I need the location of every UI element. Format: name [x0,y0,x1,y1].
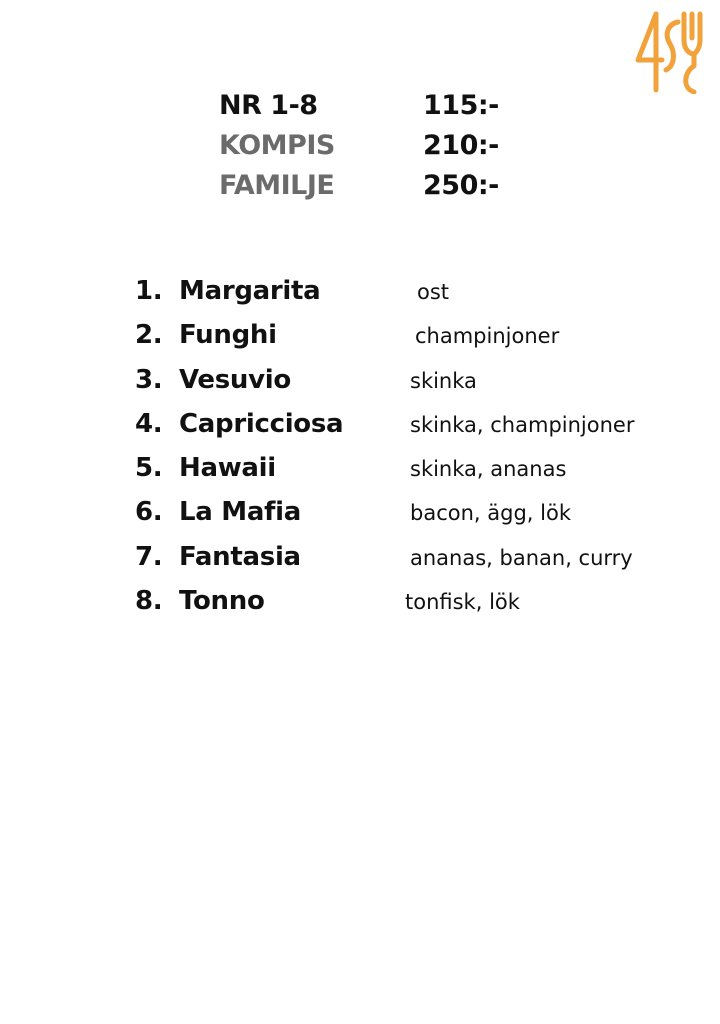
item-ingredients: ost [417,280,450,304]
price-label: NR 1-8 [219,90,318,121]
item-number: 8. [135,586,163,617]
menu-item [135,490,695,534]
price-row [219,166,539,206]
menu-item [135,535,695,579]
fork-knife-logo-icon [632,10,706,94]
item-number: 2. [135,320,163,351]
item-ingredients: champinjoner [415,324,560,349]
item-number: 3. [135,364,163,395]
pizza-menu [135,269,695,623]
price-label: KOMPIS [219,130,335,161]
price-value: 210:- [423,130,499,161]
item-name: Margarita [179,276,321,306]
menu-item [135,579,695,623]
item-name: La Mafia [179,497,301,528]
item-number: 5. [135,453,163,484]
item-ingredients: skinka, champinjoner [410,412,635,437]
price-row [219,126,539,166]
item-number: 7. [135,541,163,572]
item-name: Capricciosa [179,408,344,439]
item-name: Funghi [179,320,277,351]
item-number: 1. [135,276,163,306]
item-ingredients: skinka [410,368,477,393]
menu-item [135,402,695,446]
item-name: Hawaii [179,453,276,484]
price-label: FAMILJE [219,170,335,201]
menu-item [135,358,695,402]
item-ingredients: skinka, ananas [410,457,567,482]
item-ingredients: bacon, ägg, lök [410,501,571,526]
item-ingredients: ananas, banan, curry [410,545,633,570]
price-value: 250:- [423,170,499,201]
price-list [219,86,539,206]
item-name: Tonno [179,586,265,617]
item-name: Fantasia [179,541,301,572]
menu-item [135,269,695,313]
menu-item [135,446,695,490]
menu-item [135,313,695,357]
item-name: Vesuvio [179,364,291,395]
price-row [219,86,539,126]
item-ingredients: tonfisk, lök [405,590,520,615]
item-number: 6. [135,497,163,528]
item-number: 4. [135,408,163,439]
price-value: 115:- [423,90,499,121]
